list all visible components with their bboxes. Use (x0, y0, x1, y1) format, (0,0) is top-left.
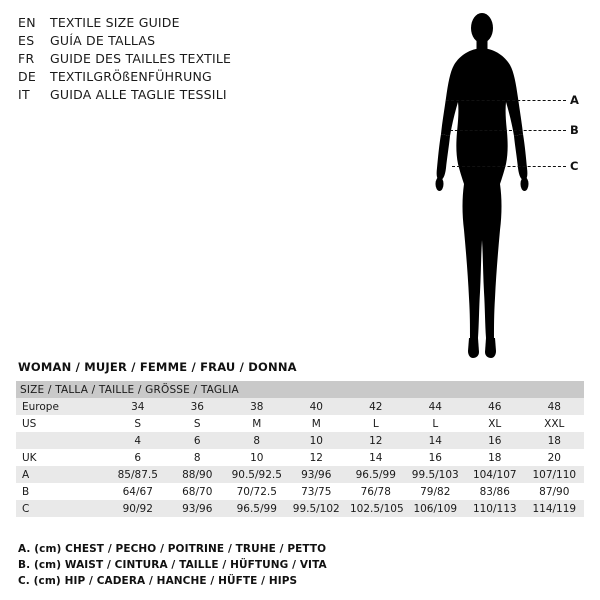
language-row (18, 14, 318, 32)
table-row (16, 432, 584, 449)
legend-line-b: B. (cm) WAIST / CINTURA / TAILLE / HÜFTUNG / VITA (18, 559, 327, 571)
table-row (16, 415, 584, 432)
legend-line-c: C. (cm) HIP / CADERA / HANCHE / HÜFTE / HIPS (18, 575, 298, 587)
language-code: EN (18, 15, 36, 30)
table-cell: 90.5/92.5 (227, 466, 287, 483)
language-code: FR (18, 51, 35, 66)
table-cell: 40 (287, 398, 347, 415)
table-cell: S (108, 415, 168, 432)
legend-line-a: A. (cm) CHEST / PECHO / POITRINE / TRUHE / PETTO (18, 543, 327, 555)
table-cell: 6 (108, 449, 168, 466)
table-cell: 107/110 (525, 466, 585, 483)
table-cell: 96.5/99 (346, 466, 406, 483)
table-cell: 70/72.5 (227, 483, 287, 500)
table-cell: M (227, 415, 287, 432)
table-cell: 99.5/103 (406, 466, 466, 483)
table-cell: 76/78 (346, 483, 406, 500)
table-cell: 64/67 (108, 483, 168, 500)
table-cell: 88/90 (168, 466, 228, 483)
table-cell: 10 (287, 432, 347, 449)
table-row (16, 398, 584, 415)
table-cell: M (287, 415, 347, 432)
table-cell: 44 (406, 398, 466, 415)
language-header-list (18, 14, 318, 104)
table-cell: 46 (465, 398, 525, 415)
measure-label-c: C (570, 159, 579, 173)
table-cell: XL (465, 415, 525, 432)
table-cell: 42 (346, 398, 406, 415)
language-code: DE (18, 69, 37, 84)
table-cell: 114/119 (525, 500, 585, 517)
language-text: TEXTILGRÖßENFÜHRUNG (50, 69, 212, 84)
table-cell: XXL (525, 415, 585, 432)
row-label (16, 432, 108, 449)
table-cell: 14 (346, 449, 406, 466)
table-cell: 79/82 (406, 483, 466, 500)
table-header-label: SIZE / TALLA / TAILLE / GRÖSSE / TAGLIA (16, 381, 584, 398)
table-cell: 83/86 (465, 483, 525, 500)
table-cell: S (168, 415, 228, 432)
table-cell: 93/96 (168, 500, 228, 517)
table-row (16, 466, 584, 483)
language-row (18, 32, 318, 50)
table-cell: 4 (108, 432, 168, 449)
row-label: B (16, 483, 108, 500)
table-cell: 36 (168, 398, 228, 415)
table-cell: 6 (168, 432, 228, 449)
table-cell: 14 (406, 432, 466, 449)
language-code: IT (18, 87, 30, 102)
measure-line-waist (450, 130, 566, 131)
table-cell: L (346, 415, 406, 432)
table-row (16, 449, 584, 466)
table-cell: 102.5/105 (346, 500, 406, 517)
table-cell: 68/70 (168, 483, 228, 500)
table-cell: 90/92 (108, 500, 168, 517)
language-code: ES (18, 33, 35, 48)
size-table-wrapper (16, 381, 584, 517)
table-cell: 16 (465, 432, 525, 449)
measure-label-b: B (570, 123, 579, 137)
language-text: GUÍA DE TALLAS (50, 33, 156, 48)
measure-line-chest (446, 100, 566, 101)
table-cell: 48 (525, 398, 585, 415)
table-cell: 18 (525, 432, 585, 449)
table-cell: 12 (287, 449, 347, 466)
table-row (16, 500, 584, 517)
language-row (18, 50, 318, 68)
row-label: US (16, 415, 108, 432)
row-label: C (16, 500, 108, 517)
table-row (16, 483, 584, 500)
row-label: A (16, 466, 108, 483)
table-cell: 87/90 (525, 483, 585, 500)
table-cell: L (406, 415, 466, 432)
table-cell: 93/96 (287, 466, 347, 483)
table-cell: 8 (227, 432, 287, 449)
language-text: GUIDE DES TAILLES TEXTILE (50, 51, 232, 66)
female-body-silhouette (420, 8, 590, 368)
row-label: UK (16, 449, 108, 466)
table-cell: 16 (406, 449, 466, 466)
language-row (18, 86, 318, 104)
table-cell: 8 (168, 449, 228, 466)
row-label: Europe (16, 398, 108, 415)
language-row (18, 68, 318, 86)
measure-label-a: A (570, 93, 579, 107)
measure-line-hip (452, 166, 566, 167)
size-table (16, 381, 584, 517)
table-cell: 99.5/102 (287, 500, 347, 517)
table-cell: 20 (525, 449, 585, 466)
table-cell: 110/113 (465, 500, 525, 517)
table-cell: 10 (227, 449, 287, 466)
table-cell: 104/107 (465, 466, 525, 483)
table-cell: 38 (227, 398, 287, 415)
table-cell: 73/75 (287, 483, 347, 500)
table-cell: 18 (465, 449, 525, 466)
section-title-woman: WOMAN / MUJER / FEMME / FRAU / DONNA (18, 360, 297, 374)
measurement-legend (18, 541, 578, 589)
language-text: TEXTILE SIZE GUIDE (50, 15, 180, 30)
table-cell: 96.5/99 (227, 500, 287, 517)
table-header-row (16, 381, 584, 398)
table-cell: 85/87.5 (108, 466, 168, 483)
table-cell: 106/109 (406, 500, 466, 517)
table-cell: 34 (108, 398, 168, 415)
table-cell: 12 (346, 432, 406, 449)
language-text: GUIDA ALLE TAGLIE TESSILI (50, 87, 227, 102)
